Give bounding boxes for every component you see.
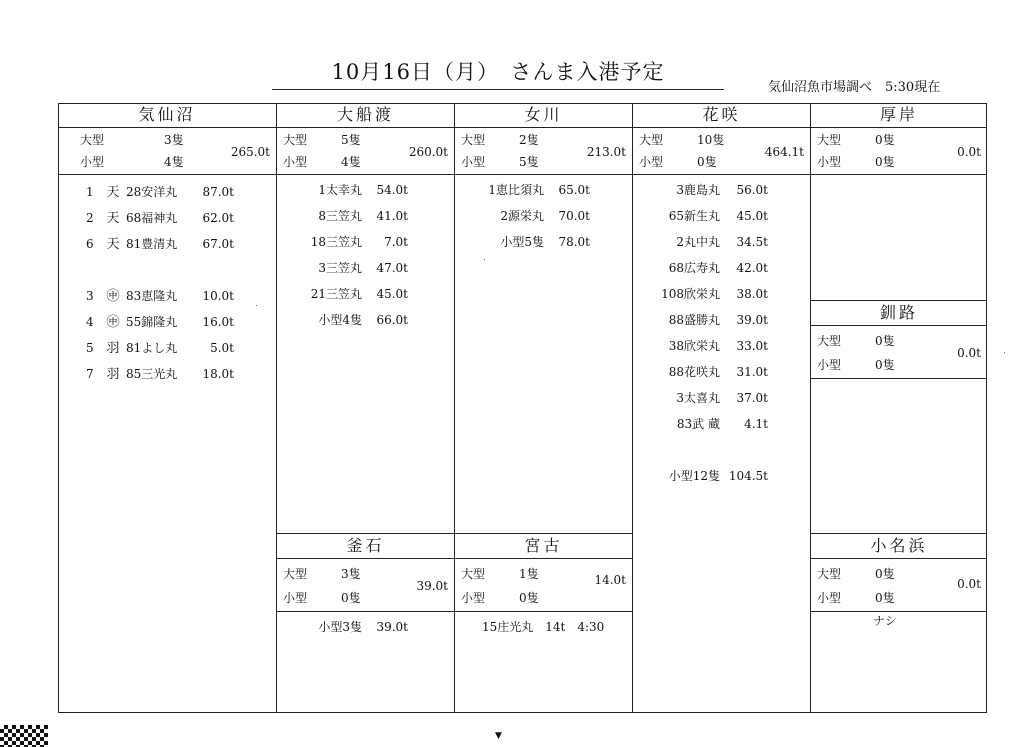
- scan-speck: [484, 259, 485, 260]
- total-tons: 213.0t: [586, 145, 626, 159]
- port-summary: [455, 128, 632, 175]
- port-name: 宮古: [455, 534, 632, 559]
- vessel-row: [648, 207, 768, 224]
- vessel-row: [648, 259, 768, 276]
- vessel-number: 7: [86, 367, 94, 381]
- port-name: 厚岸: [811, 103, 987, 128]
- port-name: 大船渡: [277, 103, 454, 128]
- vessel-row: [296, 285, 408, 302]
- vessel-mark: 天: [106, 211, 120, 226]
- vessel-row: [296, 311, 408, 328]
- vessel-number: 2: [86, 211, 94, 225]
- vessel-row: [466, 207, 590, 224]
- vessel-tons: 18.0t: [202, 367, 234, 381]
- vessel-row: [648, 337, 768, 354]
- vessel-name: 65新生丸: [668, 209, 720, 223]
- large-count: 0隻: [875, 133, 895, 147]
- vessel-tons: 42.0t: [736, 261, 768, 275]
- vessel-row: [648, 233, 768, 250]
- scan-speck: [256, 305, 257, 306]
- page-arrow-icon: ▼: [495, 731, 502, 741]
- vessel-mark: 天: [106, 237, 120, 252]
- port-summary: [455, 559, 632, 612]
- small-count: 0隻: [875, 591, 895, 605]
- title-underline: [272, 89, 724, 90]
- port-name: 気仙沼: [58, 103, 276, 128]
- vessel-tons: 38.0t: [736, 287, 768, 301]
- small-label: 小型: [817, 591, 842, 605]
- vessel-tons: 31.0t: [736, 365, 768, 379]
- vessel-name: 21三笠丸: [310, 287, 362, 301]
- small-count: 0隻: [875, 155, 895, 169]
- total-tons: 14.0t: [594, 573, 626, 587]
- vessel-number: 1: [86, 185, 94, 199]
- vessel-name: 81豊清丸: [126, 237, 178, 251]
- vessel-row: [86, 311, 234, 330]
- small-count: 5隻: [519, 155, 539, 169]
- vessel-tons: 10.0t: [202, 289, 234, 303]
- large-label: 大型: [817, 334, 842, 348]
- total-tons: 260.0t: [408, 145, 448, 159]
- large-label: 大型: [817, 133, 842, 147]
- large-count: 3隻: [164, 133, 184, 147]
- large-count: 10隻: [697, 133, 725, 147]
- small-label: 小型: [461, 155, 486, 169]
- vessel-name: 83武 蔵: [676, 417, 720, 431]
- port-konahama: [810, 533, 987, 713]
- vessel-tons: 4.1t: [744, 417, 768, 431]
- large-label: 大型: [461, 567, 486, 581]
- vessel-row: 15庄光丸 14t 4:30: [482, 620, 605, 634]
- large-count: 0隻: [875, 567, 895, 581]
- large-label: 大型: [283, 567, 308, 581]
- total-tons: 39.0t: [416, 579, 448, 593]
- vessel-name: 68福神丸: [126, 211, 178, 225]
- large-count: 3隻: [341, 567, 361, 581]
- small-count: 0隻: [875, 358, 895, 372]
- vessel-row: [296, 181, 408, 198]
- port-summary: [633, 128, 810, 175]
- vessel-row: [648, 285, 768, 302]
- total-tons: 464.1t: [764, 145, 804, 159]
- small-label: 小型: [283, 591, 308, 605]
- total-tons: 0.0t: [957, 346, 981, 360]
- small-label: 小型: [461, 591, 486, 605]
- vessel-name: 88盛勝丸: [668, 313, 720, 327]
- vessel-tons: 33.0t: [736, 339, 768, 353]
- vessel-tons: 66.0t: [376, 313, 408, 327]
- vessel-mark: 羽: [106, 367, 120, 382]
- port-onagawa: [454, 103, 632, 533]
- page-title: 10月16日（月） さんま入港予定: [331, 60, 665, 84]
- vessel-tons: 45.0t: [376, 287, 408, 301]
- vessel-number: 4: [86, 315, 94, 329]
- vessel-tons: 41.0t: [376, 209, 408, 223]
- vessel-tons: 39.0t: [376, 620, 408, 634]
- vessel-row: [86, 285, 234, 304]
- port-summary: [277, 128, 454, 175]
- port-summary: [811, 326, 987, 379]
- small-label: 小型: [817, 358, 842, 372]
- vessel-row: [648, 311, 768, 328]
- vessel-tons: 34.5t: [736, 235, 768, 249]
- total-tons: 0.0t: [957, 145, 981, 159]
- vessel-number: 3: [86, 289, 94, 303]
- vessel-row: [296, 259, 408, 276]
- vessel-name: 小型5隻: [500, 235, 544, 249]
- port-name: 釜石: [277, 534, 454, 559]
- vessel-name: 2丸中丸: [676, 235, 720, 249]
- vessel-row: [648, 389, 768, 406]
- vessel-row: [648, 467, 768, 484]
- vessel-number: 6: [86, 237, 94, 251]
- vessel-row: [296, 233, 408, 250]
- port-name: 釧路: [811, 301, 987, 326]
- vessel-name: 1太幸丸: [318, 183, 362, 197]
- large-label: 大型: [639, 133, 664, 147]
- vessel-row: [466, 181, 590, 198]
- vessel-tons: 39.0t: [736, 313, 768, 327]
- port-name: 女川: [455, 103, 632, 128]
- vessel-row: [648, 415, 768, 432]
- vessel-tons: 45.0t: [736, 209, 768, 223]
- large-label: 大型: [283, 133, 308, 147]
- vessel-row: [296, 618, 408, 635]
- vessel-mark: ㊥: [106, 289, 120, 304]
- port-summary: [811, 128, 987, 175]
- vessel-tons: 5.0t: [210, 341, 234, 355]
- large-label: 大型: [461, 133, 486, 147]
- vessel-tons: 67.0t: [202, 237, 234, 251]
- large-count: 2隻: [519, 133, 539, 147]
- large-count: 5隻: [341, 133, 361, 147]
- small-label: 小型: [283, 155, 308, 169]
- vessel-name: 3太喜丸: [676, 391, 720, 405]
- vessel-name: 68広寿丸: [668, 261, 720, 275]
- vessel-tons: 16.0t: [202, 315, 234, 329]
- vessel-tons: 62.0t: [202, 211, 234, 225]
- vessel-tons: 47.0t: [376, 261, 408, 275]
- small-count: 4隻: [341, 155, 361, 169]
- small-label: 小型: [80, 155, 105, 169]
- vessel-tons: 87.0t: [202, 185, 234, 199]
- small-count: 0隻: [519, 591, 539, 605]
- port-name: 小名浜: [811, 534, 987, 559]
- vessel-name: 83恵隆丸: [126, 289, 178, 303]
- vessel-name: 81よし丸: [126, 341, 178, 355]
- vessel-number: 5: [86, 341, 94, 355]
- vessel-tons: 104.5t: [728, 469, 768, 483]
- vessel-name: 1恵比須丸: [488, 183, 544, 197]
- vessel-name: 108欣栄丸: [661, 287, 720, 301]
- vessel-mark: 羽: [106, 341, 120, 356]
- scan-speck: [1004, 352, 1005, 353]
- vessel-row: [86, 337, 234, 356]
- vessel-tons: 54.0t: [376, 183, 408, 197]
- small-label: 小型: [817, 155, 842, 169]
- vessel-tons: 65.0t: [558, 183, 590, 197]
- large-count: 1隻: [519, 567, 539, 581]
- vessel-tons: 7.0t: [384, 235, 408, 249]
- small-count: 0隻: [697, 155, 717, 169]
- small-label: 小型: [639, 155, 664, 169]
- corner-checker-mark: [0, 725, 48, 747]
- source-note: 気仙沼魚市場調べ 5:30現在: [768, 80, 941, 95]
- vessel-tons: 70.0t: [558, 209, 590, 223]
- small-count: 0隻: [341, 591, 361, 605]
- vessel-name: 85三光丸: [126, 367, 178, 381]
- vessel-row: [648, 363, 768, 380]
- vessel-name: 小型12隻: [668, 469, 720, 483]
- vessel-mark: ㊥: [106, 315, 120, 330]
- port-kushiro: [810, 300, 987, 533]
- port-akkeshi: [810, 103, 987, 300]
- small-count: 4隻: [164, 155, 184, 169]
- port-summary: [58, 128, 276, 175]
- vessel-row: [86, 181, 234, 200]
- vessel-tons: 78.0t: [558, 235, 590, 249]
- vessel-name: 55錦隆丸: [126, 315, 178, 329]
- vessel-name: 小型4隻: [318, 313, 362, 327]
- vessel-name: 3鹿島丸: [676, 183, 720, 197]
- vessel-name: 3三笠丸: [318, 261, 362, 275]
- port-name: 花咲: [633, 103, 810, 128]
- vessel-row: [86, 233, 234, 252]
- vessel-name: 28安洋丸: [126, 185, 178, 199]
- vessel-name: 18三笠丸: [310, 235, 362, 249]
- vessel-name: 2源栄丸: [500, 209, 544, 223]
- vessel-tons: 37.0t: [736, 391, 768, 405]
- vessel-name: 38欣栄丸: [668, 339, 720, 353]
- vessel-name: 8三笠丸: [318, 209, 362, 223]
- port-summary: [811, 559, 987, 612]
- vessel-tons: 56.0t: [736, 183, 768, 197]
- vessel-name: 88花咲丸: [668, 365, 720, 379]
- total-tons: 0.0t: [957, 577, 981, 591]
- large-label: 大型: [80, 133, 105, 147]
- large-count: 0隻: [875, 334, 895, 348]
- no-entries-note: ナシ: [873, 614, 897, 628]
- vessel-row: [86, 207, 234, 226]
- vessel-mark: 天: [106, 185, 120, 200]
- vessel-row: [296, 207, 408, 224]
- total-tons: 265.0t: [230, 145, 270, 159]
- vessel-row: [466, 233, 590, 250]
- large-label: 大型: [817, 567, 842, 581]
- vessel-row: [648, 181, 768, 198]
- vessel-row: [86, 363, 234, 382]
- vessel-name: 小型3隻: [318, 620, 362, 634]
- port-summary: [277, 559, 454, 612]
